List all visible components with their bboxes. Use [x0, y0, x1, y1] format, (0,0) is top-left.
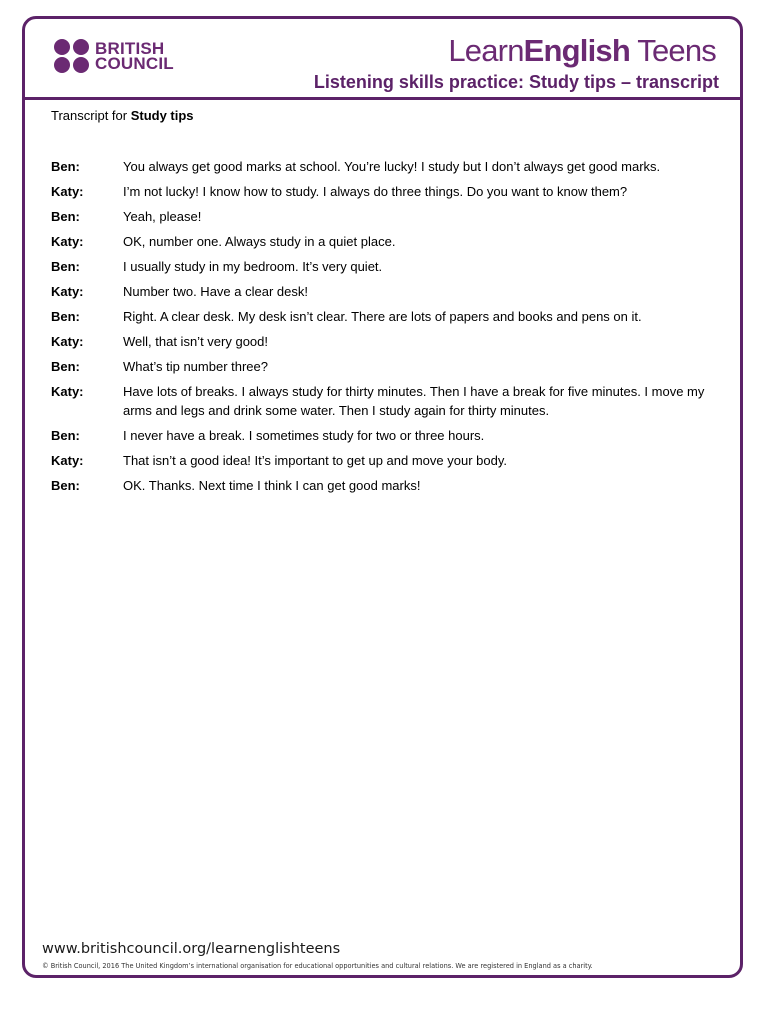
transcript-body	[51, 157, 721, 501]
brand-english: English	[523, 33, 631, 68]
speaker-name: Ben:	[51, 159, 80, 174]
speech-text: What’s tip number three?	[123, 359, 268, 374]
logo-line-1: BRITISH	[95, 39, 165, 58]
transcript-line	[51, 426, 721, 445]
british-council-logo	[54, 39, 174, 73]
speaker-name: Katy:	[51, 284, 84, 299]
transcript-line	[51, 157, 721, 176]
speaker-name: Katy:	[51, 234, 84, 249]
footer-url: www.britishcouncil.org/learnenglishteens	[42, 941, 341, 957]
transcript-line	[51, 207, 721, 226]
document-title: Listening skills practice: Study tips – transcript	[313, 72, 719, 92]
speech-text: Well, that isn’t very good!	[123, 334, 268, 349]
speech-text: OK. Thanks. Next time I think I can get good marks!	[123, 478, 421, 493]
speaker-name: Katy:	[51, 384, 84, 399]
logo-dot	[73, 39, 89, 55]
transcript-subtitle	[51, 108, 194, 124]
speaker-name: Katy:	[51, 334, 84, 349]
footer-copyright: © British Council, 2016 The United Kingdom’s international organisation for educational opportunities and cultural relations. We are registered in England as a charity.	[42, 962, 593, 970]
transcript-line	[51, 332, 721, 351]
transcript-line	[51, 232, 721, 251]
brand-teens: Teens	[630, 33, 716, 68]
speaker-name: Katy:	[51, 453, 84, 468]
speech-text: That isn’t a good idea! It’s important to get up and move your body.	[123, 453, 507, 468]
speaker-name: Ben:	[51, 309, 80, 324]
speech-text: Have lots of breaks. I always study for thirty minutes. Then I have a break for five minutes. I move my arms and legs and drink some water. Then I study again for thirty minutes.	[123, 384, 705, 418]
subtitle-prefix: Transcript for	[51, 108, 131, 123]
transcript-line	[51, 257, 721, 276]
speaker-name: Ben:	[51, 478, 80, 493]
transcript-line	[51, 382, 721, 420]
logo-wordmark	[95, 41, 174, 71]
transcript-line	[51, 182, 721, 201]
logo-dot	[73, 57, 89, 73]
speech-text: Number two. Have a clear desk!	[123, 284, 308, 299]
transcript-line	[51, 451, 721, 470]
speech-text: Right. A clear desk. My desk isn’t clear. There are lots of papers and books and pens on it.	[123, 309, 642, 324]
speech-text: OK, number one. Always study in a quiet place.	[123, 234, 396, 249]
page-header	[25, 19, 740, 100]
speaker-name: Katy:	[51, 184, 84, 199]
transcript-line	[51, 357, 721, 376]
page-frame	[22, 16, 743, 978]
speaker-name: Ben:	[51, 209, 80, 224]
speech-text: You always get good marks at school. You’re lucky! I study but I don’t always get good marks.	[123, 159, 661, 174]
logo-dot	[54, 39, 70, 55]
speech-text: I usually study in my bedroom. It’s very quiet.	[123, 259, 383, 274]
speaker-name: Ben:	[51, 428, 80, 443]
transcript-line	[51, 307, 721, 326]
brand-learn: Learn	[448, 33, 524, 68]
subtitle-topic: Study tips	[130, 108, 194, 123]
speaker-name: Ben:	[51, 359, 80, 374]
speech-text: I never have a break. I sometimes study for two or three hours.	[123, 428, 485, 443]
speaker-name: Ben:	[51, 259, 80, 274]
speech-text: Yeah, please!	[123, 209, 202, 224]
learnenglish-teens-brand	[448, 33, 716, 69]
logo-dot	[54, 57, 70, 73]
speech-text: I’m not lucky! I know how to study. I always do three things. Do you want to know them?	[123, 184, 628, 199]
logo-dots-icon	[54, 39, 90, 73]
logo-line-2: COUNCIL	[95, 54, 174, 73]
transcript-line	[51, 282, 721, 301]
transcript-line	[51, 476, 721, 495]
